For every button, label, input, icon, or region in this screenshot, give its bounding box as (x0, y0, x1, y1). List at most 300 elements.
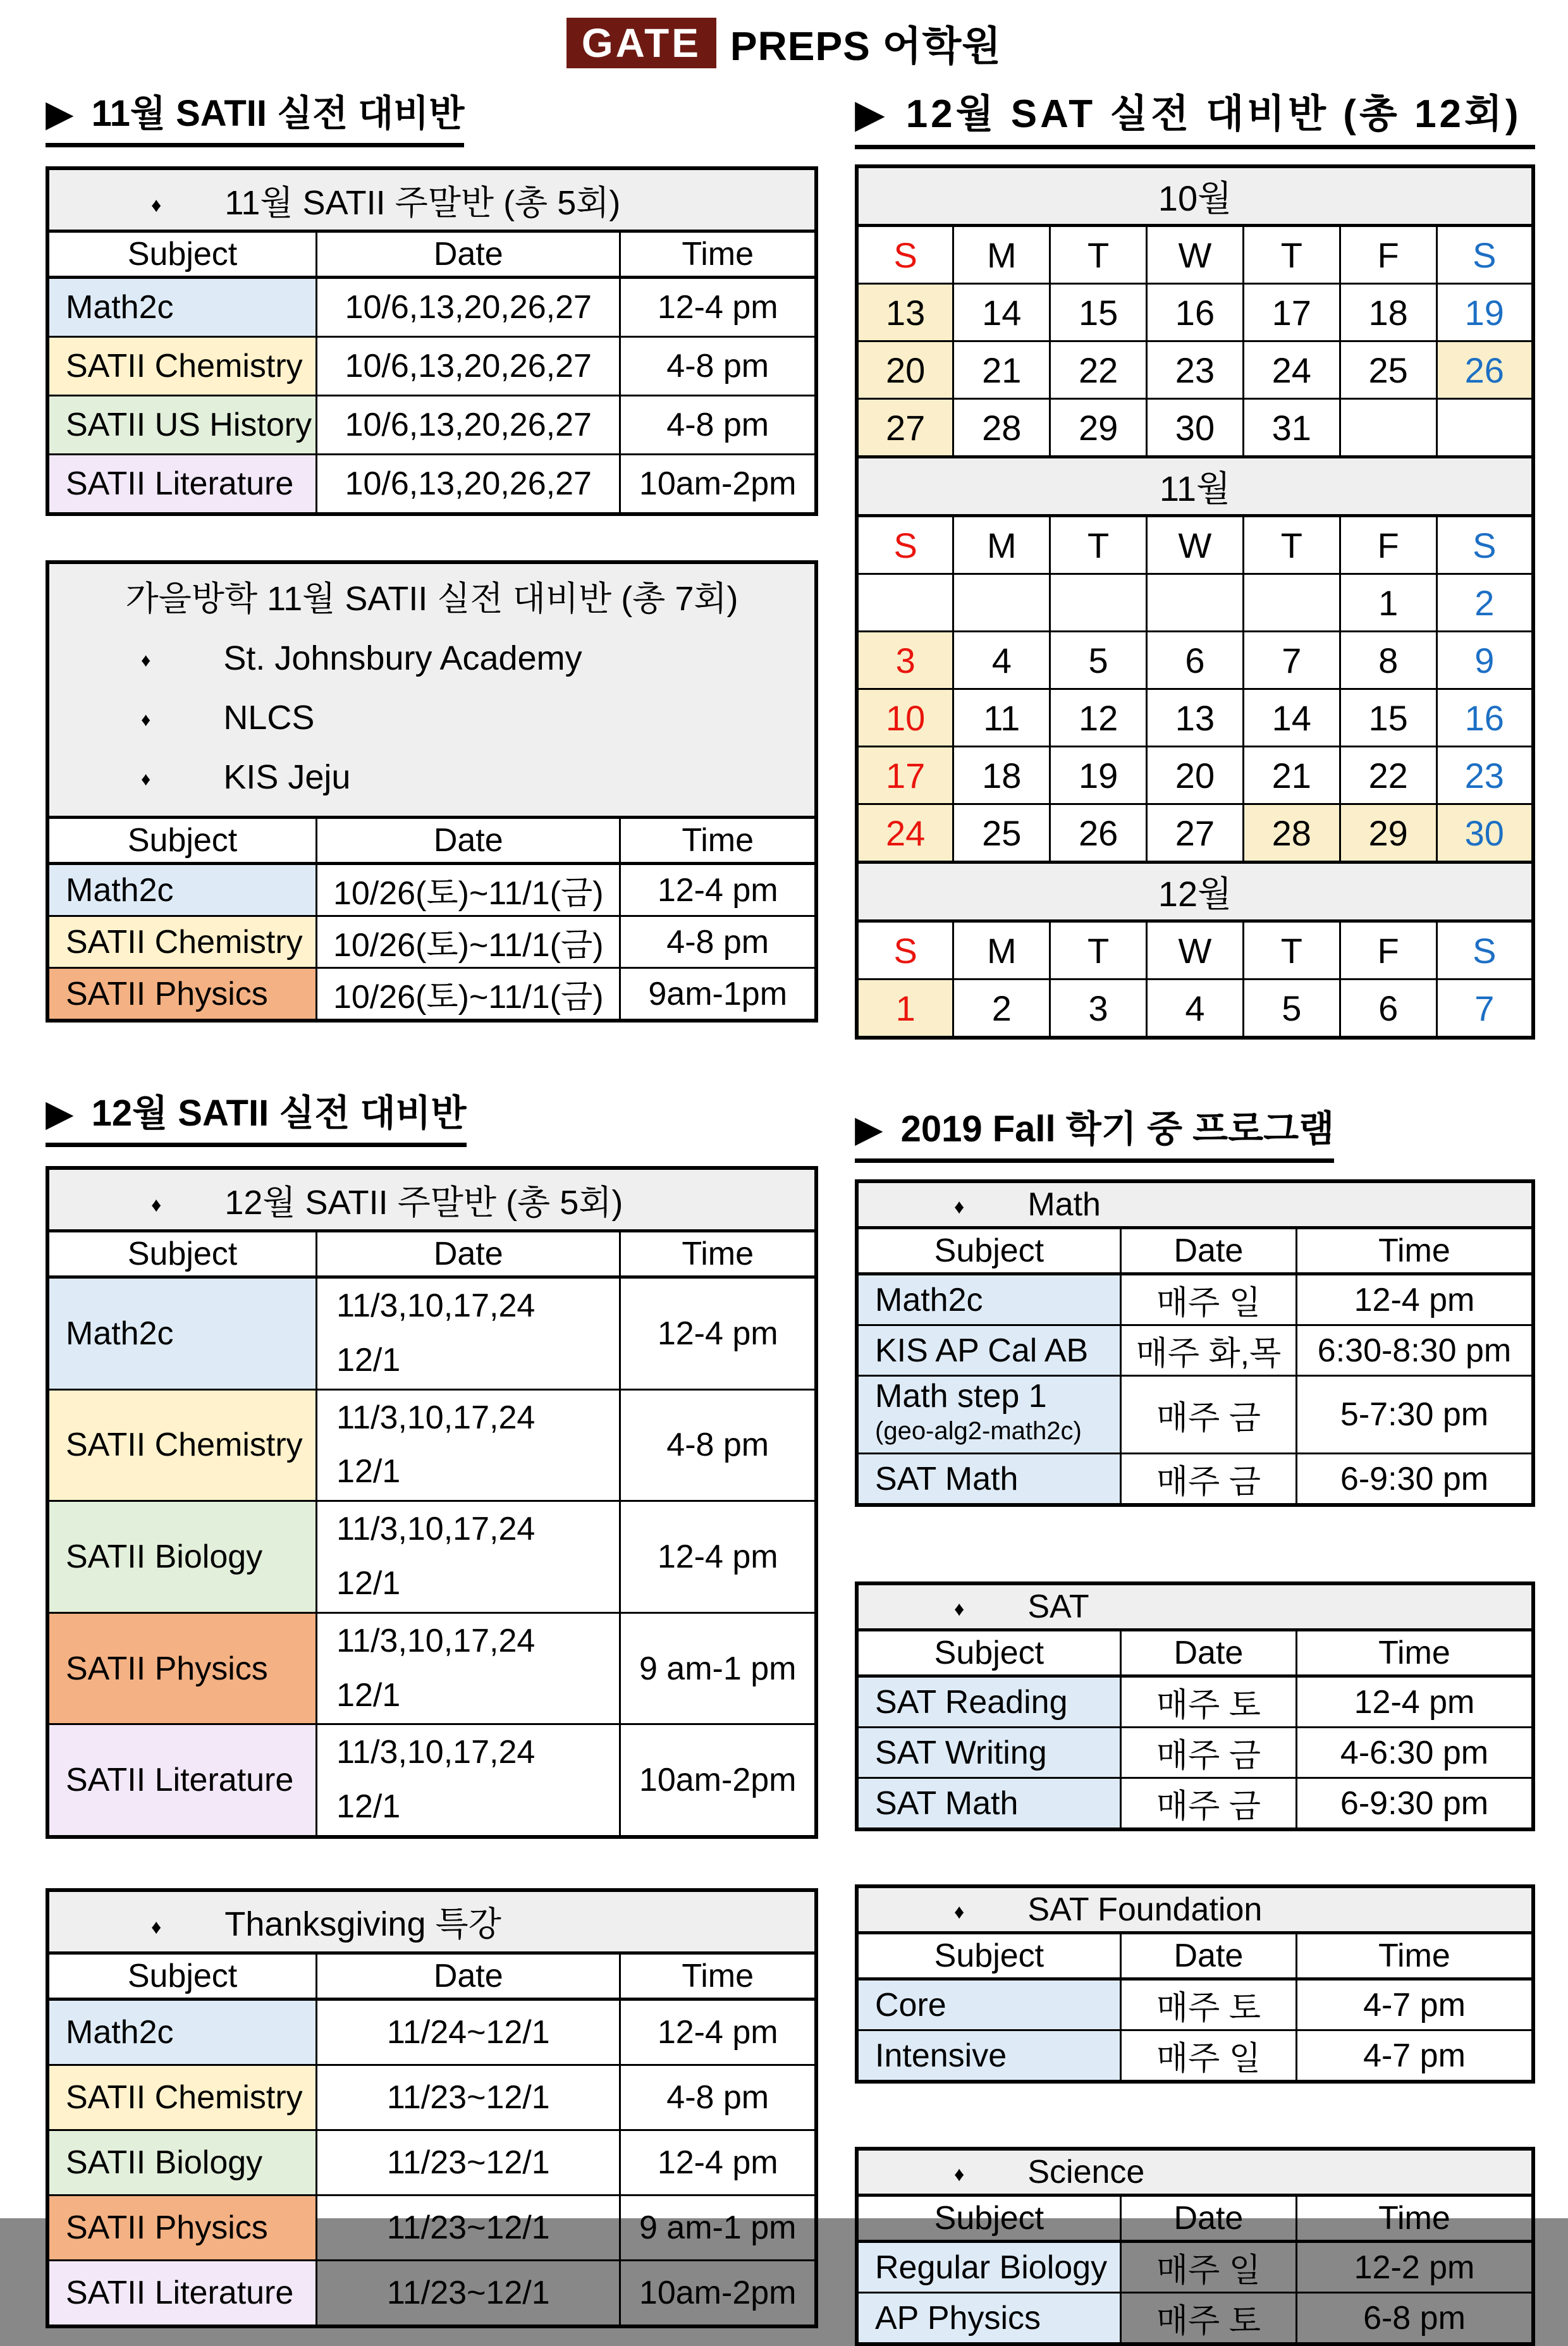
calendar-day-cell: 23 (1147, 341, 1244, 399)
dec-satii-weekend-table (46, 1166, 818, 1839)
date-line: 매주 일 (1156, 1285, 1261, 1322)
subject-label: SAT Math (875, 1460, 1019, 1497)
calendar-day-cell (1243, 574, 1340, 632)
subject-label: SAT Reading (875, 1683, 1068, 1721)
table-row (47, 1501, 816, 1613)
table-header-row (857, 1228, 1533, 1274)
date-line: 11/23~12/1 (386, 2274, 550, 2311)
subject-label: SATII Biology (66, 2144, 263, 2181)
time-cell: 12-4 pm (1296, 1274, 1533, 1325)
time-cell: 4-7 pm (1296, 1979, 1533, 2030)
date-line: 12/1 (336, 1341, 401, 1379)
time-cell: 12-4 pm (620, 278, 816, 337)
sat-program-table (855, 1581, 1535, 1831)
date-line: 매주 금 (1156, 1464, 1261, 1501)
diamond-bullet-icon: ♦ (954, 2162, 965, 2185)
calendar-day-cell (1050, 574, 1147, 632)
date-cell (317, 2130, 620, 2195)
time-cell: 4-6:30 pm (1296, 1728, 1533, 1778)
calendar-day-cell (1340, 399, 1436, 457)
date-line: 11/24~12/1 (386, 2013, 550, 2051)
date-cell (317, 1277, 620, 1390)
subject-label: SATII US History (66, 407, 312, 443)
subject-label: Intensive (875, 2037, 1007, 2074)
sat-foundation-table (855, 1884, 1535, 2084)
day-header-cell: M (953, 921, 1050, 980)
diamond-bullet-icon: ♦ (954, 1900, 965, 1923)
calendar-day-cell: 5 (1050, 632, 1147, 689)
subject-cell (857, 1376, 1120, 1454)
subject-cell (47, 1999, 317, 2065)
column-header: Time (1296, 2196, 1533, 2242)
table-title-row (47, 1890, 816, 1953)
table-title (47, 1168, 816, 1231)
calendar-day-cell: 17 (1243, 284, 1340, 341)
column-header: Subject (47, 231, 317, 278)
science-table (855, 2147, 1535, 2346)
column-header: Date (317, 1231, 620, 1277)
calendar-day-cell: 24 (857, 804, 953, 863)
calendar-day-cell: 19 (1050, 747, 1147, 804)
time-cell: 12-4 pm (620, 864, 816, 916)
calendar-day-cell: 26 (1050, 804, 1147, 863)
calendar-day-cell: 5 (1243, 980, 1340, 1038)
calendar-day-cell: 21 (1243, 747, 1340, 804)
table-title-label: SAT (1027, 1588, 1089, 1625)
subject-label: Math2c (66, 871, 174, 909)
table-row (47, 455, 816, 515)
time-cell: 9 am-1 pm (620, 2195, 816, 2260)
date-cell (1120, 1274, 1296, 1325)
column-header: Date (317, 1953, 620, 1999)
date-line: 12/1 (336, 1676, 401, 1714)
date-cell (317, 455, 620, 515)
gate-logo: GATE (567, 18, 716, 68)
table-header-row (857, 2196, 1533, 2242)
calendar-week-row (857, 747, 1533, 804)
date-line: 매주 금 (1156, 1788, 1261, 1825)
date-line: 11/3,10,17,24 (336, 1622, 536, 1659)
table-row (857, 2293, 1533, 2345)
table-title (857, 1583, 1533, 1630)
calendar-day-cell: 16 (1147, 284, 1244, 341)
calendar-week-row (857, 632, 1533, 689)
day-header-cell: F (1340, 516, 1436, 574)
time-cell: 10am-2pm (620, 455, 816, 515)
table-title-label: Math (1027, 1186, 1101, 1223)
column-header: Date (1120, 1933, 1296, 1979)
subject-cell (47, 1277, 317, 1390)
date-line: 매주 금 (1156, 1399, 1261, 1437)
day-header-cell: W (1147, 921, 1244, 980)
time-cell: 4-8 pm (620, 337, 816, 396)
table-header-row (47, 1953, 816, 1999)
date-line: 10/6,13,20,26,27 (345, 407, 592, 443)
calendar-day-cell: 20 (857, 341, 953, 399)
date-line: 12/1 (336, 1453, 401, 1490)
time-cell: 9 am-1 pm (620, 1612, 816, 1724)
date-line: 10/6,13,20,26,27 (345, 289, 592, 326)
subject-cell (47, 455, 317, 515)
diamond-bullet-icon: ♦ (151, 193, 162, 216)
table-row (47, 968, 816, 1021)
day-header-cell: W (1147, 516, 1244, 574)
calendar-week-row (857, 341, 1533, 399)
calendar-day-cell: 8 (1340, 632, 1436, 689)
calendar-day-cell: 25 (953, 804, 1050, 863)
sat-class-calendar (855, 164, 1535, 1040)
subject-cell (857, 1676, 1120, 1728)
table-row (857, 1676, 1533, 1728)
date-line: 11/23~12/1 (386, 2144, 550, 2181)
calendar-day-cell: 28 (1243, 804, 1340, 863)
date-line: 11/3,10,17,24 (336, 1734, 536, 1771)
subject-cell (857, 1979, 1120, 2030)
column-header: Time (620, 231, 816, 278)
section-heading-label: 11월 SATII 실전 대비반 (91, 93, 465, 134)
info-bullet-label: St. Johnsbury Academy (223, 639, 582, 677)
date-line: 10/26(토)~11/1(금) (333, 875, 604, 912)
calendar-day-cell: 30 (1436, 804, 1533, 863)
calendar-day-cell: 6 (1147, 632, 1244, 689)
table-title-row (47, 1168, 816, 1231)
section-heading-dec-satii (46, 1083, 467, 1147)
calendar-day-cell: 22 (1340, 747, 1436, 804)
logo (0, 14, 1568, 72)
calendar-day-cell: 22 (1050, 341, 1147, 399)
table-row (857, 1274, 1533, 1325)
day-header-cell: T (1050, 921, 1147, 980)
date-cell (317, 2065, 620, 2130)
diamond-bullet-icon: ♦ (954, 1597, 965, 1620)
calendar-day-cell: 18 (953, 747, 1050, 804)
table-row (857, 1778, 1533, 1830)
diamond-bullet-icon: ♦ (141, 709, 151, 730)
calendar-day-cell: 28 (953, 399, 1050, 457)
column-header: Subject (47, 1953, 317, 1999)
table-title-row (47, 168, 816, 231)
info-bullet-item (49, 747, 814, 807)
calendar-day-cell: 7 (1243, 632, 1340, 689)
column-header: Subject (857, 1933, 1120, 1979)
table-row (857, 1728, 1533, 1778)
column-header: Date (1120, 1630, 1296, 1676)
calendar-day-cell: 1 (1340, 574, 1436, 632)
column-header: Date (1120, 2196, 1296, 2242)
subject-label: SATII Literature (66, 1762, 294, 1799)
time-cell: 12-4 pm (620, 2130, 816, 2195)
triangle-bullet-icon: ▶ (855, 92, 888, 136)
date-cell (1120, 1979, 1296, 2030)
subject-label: SATII Chemistry (66, 348, 303, 384)
table-row (47, 2130, 816, 2195)
table-title-row (857, 1583, 1533, 1630)
triangle-bullet-icon: ▶ (855, 1109, 883, 1150)
table-row (47, 864, 816, 916)
subject-label: SAT Math (875, 1784, 1019, 1822)
time-cell: 6-8 pm (1296, 2293, 1533, 2345)
calendar-week-row (857, 980, 1533, 1038)
date-cell (1120, 1778, 1296, 1830)
table-header-row (47, 231, 816, 278)
section-heading-label: 2019 Fall 학기 중 프로그램 (900, 1109, 1335, 1150)
triangle-bullet-icon: ▶ (46, 1093, 74, 1134)
table-row (47, 337, 816, 396)
subject-label: AP Physics (875, 2299, 1041, 2337)
time-cell: 5-7:30 pm (1296, 1376, 1533, 1454)
subject-label: Regular Biology (875, 2249, 1108, 2286)
date-line: 매주 토 (1156, 1687, 1261, 1724)
date-line: 매주 일 (1156, 2041, 1261, 2077)
time-cell: 10am-2pm (620, 1724, 816, 1837)
day-header-cell: T (1243, 921, 1340, 980)
day-header-cell: S (857, 516, 953, 574)
date-line: 10/26(토)~11/1(금) (333, 979, 604, 1016)
day-header-cell: S (1436, 226, 1533, 284)
subject-label: SATII Chemistry (66, 2079, 303, 2116)
calendar-day-cell: 10 (857, 689, 953, 747)
table-title-label: SAT Foundation (1027, 1891, 1263, 1928)
subject-cell (47, 968, 317, 1021)
calendar-day-cell: 2 (1436, 574, 1533, 632)
calendar-day-cell: 27 (857, 399, 953, 457)
date-cell (1120, 1376, 1296, 1454)
calendar-month-title: 10월 (857, 166, 1533, 226)
date-cell (317, 278, 620, 337)
table-title-row (857, 1181, 1533, 1228)
time-cell: 4-8 pm (620, 916, 816, 968)
subject-cell (47, 1612, 317, 1724)
subject-label: SATII Chemistry (66, 923, 303, 961)
calendar-month-row (857, 166, 1533, 226)
day-header-cell: T (1243, 226, 1340, 284)
subject-cell (47, 1389, 317, 1501)
date-line: 매주 토 (1156, 2303, 1261, 2340)
calendar-day-cell: 24 (1243, 341, 1340, 399)
time-cell: 6-9:30 pm (1296, 1778, 1533, 1830)
day-header-cell: M (953, 516, 1050, 574)
column-header: Time (620, 818, 816, 864)
date-line: 매주 일 (1156, 2252, 1261, 2289)
calendar-day-cell: 9 (1436, 632, 1533, 689)
calendar-day-cell: 14 (1243, 689, 1340, 747)
subject-label: Math2c (66, 2013, 174, 2051)
table-row (857, 1979, 1533, 2030)
subject-label: SATII Physics (66, 975, 268, 1012)
calendar-day-cell: 18 (1340, 284, 1436, 341)
section-heading-fall-programs (855, 1099, 1334, 1163)
calendar-day-cell (953, 574, 1050, 632)
diamond-bullet-icon: ♦ (954, 1194, 965, 1218)
calendar-day-header-row (857, 516, 1533, 574)
date-cell (1120, 1325, 1296, 1376)
nov-satii-weekend-table (46, 166, 818, 516)
calendar-day-cell: 2 (953, 980, 1050, 1038)
time-cell: 12-4 pm (620, 1277, 816, 1390)
subject-cell (47, 278, 317, 337)
calendar-day-cell: 27 (1147, 804, 1244, 863)
calendar-day-cell: 31 (1243, 399, 1340, 457)
subject-cell (857, 1325, 1120, 1376)
calendar-day-cell: 17 (857, 747, 953, 804)
date-cell (317, 396, 620, 455)
date-line: 12/1 (336, 1788, 401, 1826)
calendar-week-row (857, 689, 1533, 747)
date-cell (317, 1999, 620, 2065)
calendar-week-row (857, 399, 1533, 457)
column-header: Subject (47, 1231, 317, 1277)
date-line: 11/3,10,17,24 (336, 1399, 536, 1436)
calendar-day-header-row (857, 921, 1533, 980)
subject-label: Math step 1 (875, 1378, 1047, 1415)
table-row (857, 1376, 1533, 1454)
table-row (47, 1612, 816, 1724)
time-cell: 9am-1pm (620, 968, 816, 1021)
calendar-day-cell: 3 (1050, 980, 1147, 1038)
date-cell (317, 2260, 620, 2326)
section-heading-label: 12월 SAT 실전 대비반 (총 12회) (905, 92, 1522, 136)
time-cell: 4-7 pm (1296, 2030, 1533, 2082)
subject-cell (857, 2030, 1120, 2082)
calendar-day-cell (1147, 574, 1244, 632)
calendar-day-cell: 15 (1050, 284, 1147, 341)
table-row (857, 2242, 1533, 2293)
calendar-day-cell: 23 (1436, 747, 1533, 804)
column-header: Time (1296, 1933, 1533, 1979)
right-column (855, 80, 1535, 2346)
table-title (857, 1886, 1533, 1933)
calendar-day-cell: 16 (1436, 689, 1533, 747)
calendar-week-row (857, 574, 1533, 632)
calendar-day-cell: 6 (1340, 980, 1436, 1038)
subject-label: Core (875, 1986, 946, 2024)
table-header-row (857, 1933, 1533, 1979)
subject-cell (47, 2195, 317, 2260)
subject-cell (47, 2260, 317, 2326)
column-header: Date (317, 818, 620, 864)
day-header-cell: T (1050, 516, 1147, 574)
subject-cell (47, 1501, 317, 1613)
info-bullet-label: KIS Jeju (223, 758, 351, 796)
time-cell: 12-2 pm (1296, 2242, 1533, 2293)
date-cell (1120, 1676, 1296, 1728)
column-header: Date (1120, 1228, 1296, 1274)
calendar-day-cell: 11 (953, 689, 1050, 747)
column-header: Subject (857, 1228, 1120, 1274)
subject-cell (857, 1274, 1120, 1325)
table-title-label: Thanksgiving 특강 (224, 1905, 501, 1944)
section-heading-nov-satii (46, 83, 464, 147)
table-row (47, 2195, 816, 2260)
column-header: Subject (857, 1630, 1120, 1676)
calendar-day-cell (1436, 399, 1533, 457)
table-row (47, 2065, 816, 2130)
calendar-month-row (857, 457, 1533, 516)
table-row (47, 2260, 816, 2326)
math-program-table (855, 1179, 1535, 1507)
logo-text: PREPS 어학원 (730, 23, 1002, 69)
table-title-row (857, 2149, 1533, 2196)
day-header-cell: F (1340, 226, 1436, 284)
time-cell: 6:30-8:30 pm (1296, 1325, 1533, 1376)
table-header-row (857, 1630, 1533, 1676)
table-title-label: Science (1027, 2154, 1145, 2190)
calendar-day-cell: 14 (953, 284, 1050, 341)
calendar-day-cell: 20 (1147, 747, 1244, 804)
column-header: Subject (47, 818, 317, 864)
day-header-cell: F (1340, 921, 1436, 980)
diamond-bullet-icon: ♦ (151, 1915, 162, 1938)
day-header-cell: T (1050, 226, 1147, 284)
date-cell (317, 2195, 620, 2260)
subject-label: SATII Literature (66, 2274, 294, 2311)
info-bullet-item (49, 629, 814, 688)
info-bullet-label: NLCS (223, 699, 315, 737)
date-line: 12/1 (336, 1564, 401, 1602)
day-header-cell: T (1243, 516, 1340, 574)
date-line: 10/6,13,20,26,27 (345, 465, 592, 502)
calendar-month-row (857, 863, 1533, 921)
time-cell: 12-4 pm (620, 1999, 816, 2065)
triangle-bullet-icon: ▶ (46, 93, 74, 134)
calendar-day-cell: 29 (1340, 804, 1436, 863)
date-cell (317, 1389, 620, 1501)
calendar-day-cell: 13 (857, 284, 953, 341)
calendar-day-cell: 1 (857, 980, 953, 1038)
table-row (47, 1277, 816, 1390)
date-line: 10/26(토)~11/1(금) (333, 927, 604, 964)
section-heading-label: 12월 SATII 실전 대비반 (91, 1093, 467, 1134)
date-cell (317, 916, 620, 968)
diamond-bullet-icon: ♦ (141, 649, 151, 671)
date-cell (317, 864, 620, 916)
date-line: 매주 화,목 (1136, 1336, 1282, 1372)
subject-label: SATII Chemistry (66, 1427, 303, 1464)
subject-cell (47, 337, 317, 396)
section-heading-dec-sat (855, 82, 1535, 149)
table-row (857, 1454, 1533, 1506)
date-line: 11/3,10,17,24 (336, 1287, 536, 1324)
calendar-day-cell: 4 (1147, 980, 1244, 1038)
calendar-day-cell: 25 (1340, 341, 1436, 399)
info-bullet-item (49, 688, 814, 747)
subject-cell (47, 916, 317, 968)
table-title (47, 1890, 816, 1953)
column-header: Subject (857, 2196, 1120, 2242)
table-row (857, 2030, 1533, 2082)
subject-cell (47, 2130, 317, 2195)
subject-cell (857, 2242, 1120, 2293)
table-title (47, 168, 816, 231)
column-header: Time (620, 1231, 816, 1277)
subject-cell (857, 1778, 1120, 1830)
calendar-week-row (857, 804, 1533, 863)
time-cell: 4-8 pm (620, 1389, 816, 1501)
left-column (46, 80, 818, 2328)
diamond-bullet-icon: ♦ (141, 768, 151, 790)
column-header: Time (620, 1953, 816, 1999)
table-row (47, 916, 816, 968)
time-cell: 10am-2pm (620, 2260, 816, 2326)
date-cell (1120, 2242, 1296, 2293)
day-header-cell: S (1436, 516, 1533, 574)
subject-label: KIS AP Cal AB (875, 1332, 1089, 1369)
calendar-month-title: 12월 (857, 863, 1533, 921)
day-header-cell: S (857, 226, 953, 284)
calendar-day-cell: 29 (1050, 399, 1147, 457)
calendar-day-cell: 13 (1147, 689, 1244, 747)
subject-label: SATII Physics (66, 1650, 268, 1687)
